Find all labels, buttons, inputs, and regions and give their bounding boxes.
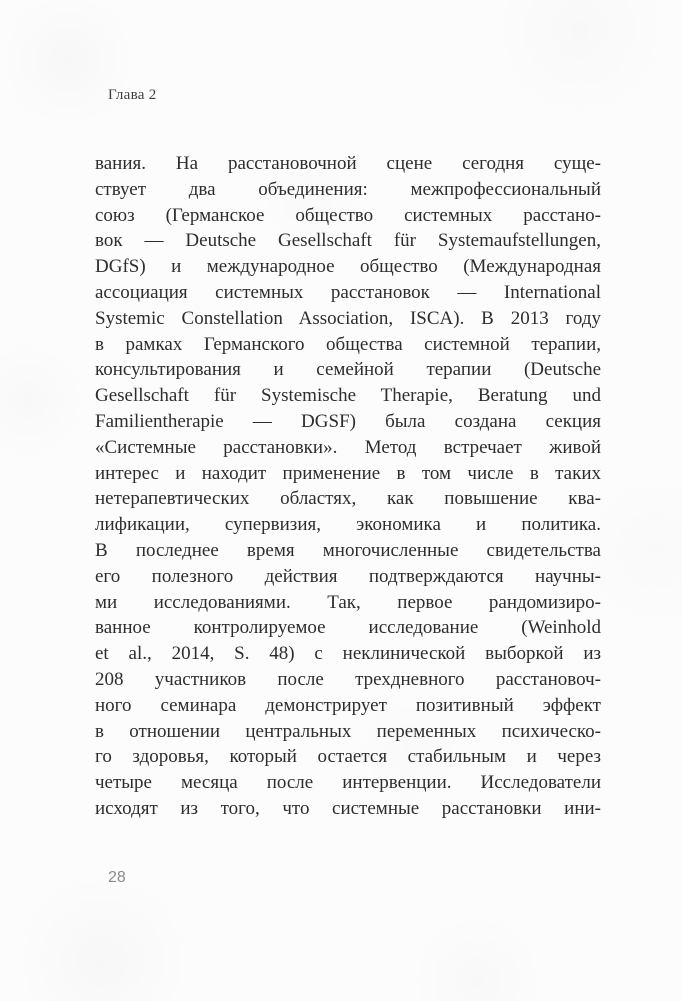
body-line: «Системные расстановки». Метод встречает живой	[95, 436, 601, 458]
chapter-header: Глава 2	[108, 87, 157, 103]
body-line: союз (Германское общество системных расстано-	[95, 204, 601, 226]
body-line: консультирования и семейной терапии (Deutsche	[95, 359, 601, 381]
body-line: ствует два объединения: межпрофессиональный	[95, 178, 601, 200]
body-line: вания. На расстановочной сцене сегодня суще-	[95, 153, 601, 174]
body-line: ванное контролируемое исследование (Weinhold	[95, 617, 601, 639]
body-line: Familientherapie — DGSF) была создана секция	[95, 410, 601, 432]
body-line: et al., 2014, S. 48) с неклинической выборкой из	[95, 643, 601, 665]
body-line: интерес и находит применение в том числе в таких	[95, 462, 601, 484]
body-line: В последнее время многочисленные свидетельства	[95, 539, 601, 561]
body-line: в рамках Германского общества системной терапии,	[95, 333, 601, 355]
body-line: ного семинара демонстрирует позитивный эффект	[95, 694, 601, 716]
body-line: вок — Deutsche Gesellschaft für Systemaufstellungen,	[95, 230, 601, 252]
body-line: нетерапевтических областях, как повышение ква-	[95, 488, 601, 510]
body-line: ассоциация системных расстановок — International	[95, 281, 601, 303]
body-line: его полезного действия подтверждаются научны-	[95, 565, 601, 587]
body-line: Gesellschaft für Systemische Therapie, Beratung und	[95, 385, 601, 407]
body-line: 208 участников после трехдневного расстановоч-	[95, 668, 601, 690]
page-number: 28	[108, 869, 126, 886]
body-line: лификации, супервизия, экономика и политика.	[95, 514, 601, 536]
body-line: го здоровья, который остается стабильным и через	[95, 746, 601, 768]
body-line: Systemic Constellation Association, ISCA). В 2013 году	[95, 307, 601, 329]
body-line: DGfS) и международное общество (Международная	[95, 256, 601, 278]
body-line: четыре месяца после интервенции. Исследователи	[95, 772, 601, 794]
body-line: ми исследованиями. Так, первое рандомизиро-	[95, 591, 601, 613]
body-line: исходят из того, что системные расстановки ини-	[95, 797, 601, 819]
body-line: в отношении центральных переменных психическо-	[95, 720, 601, 742]
body-text	[95, 151, 601, 822]
